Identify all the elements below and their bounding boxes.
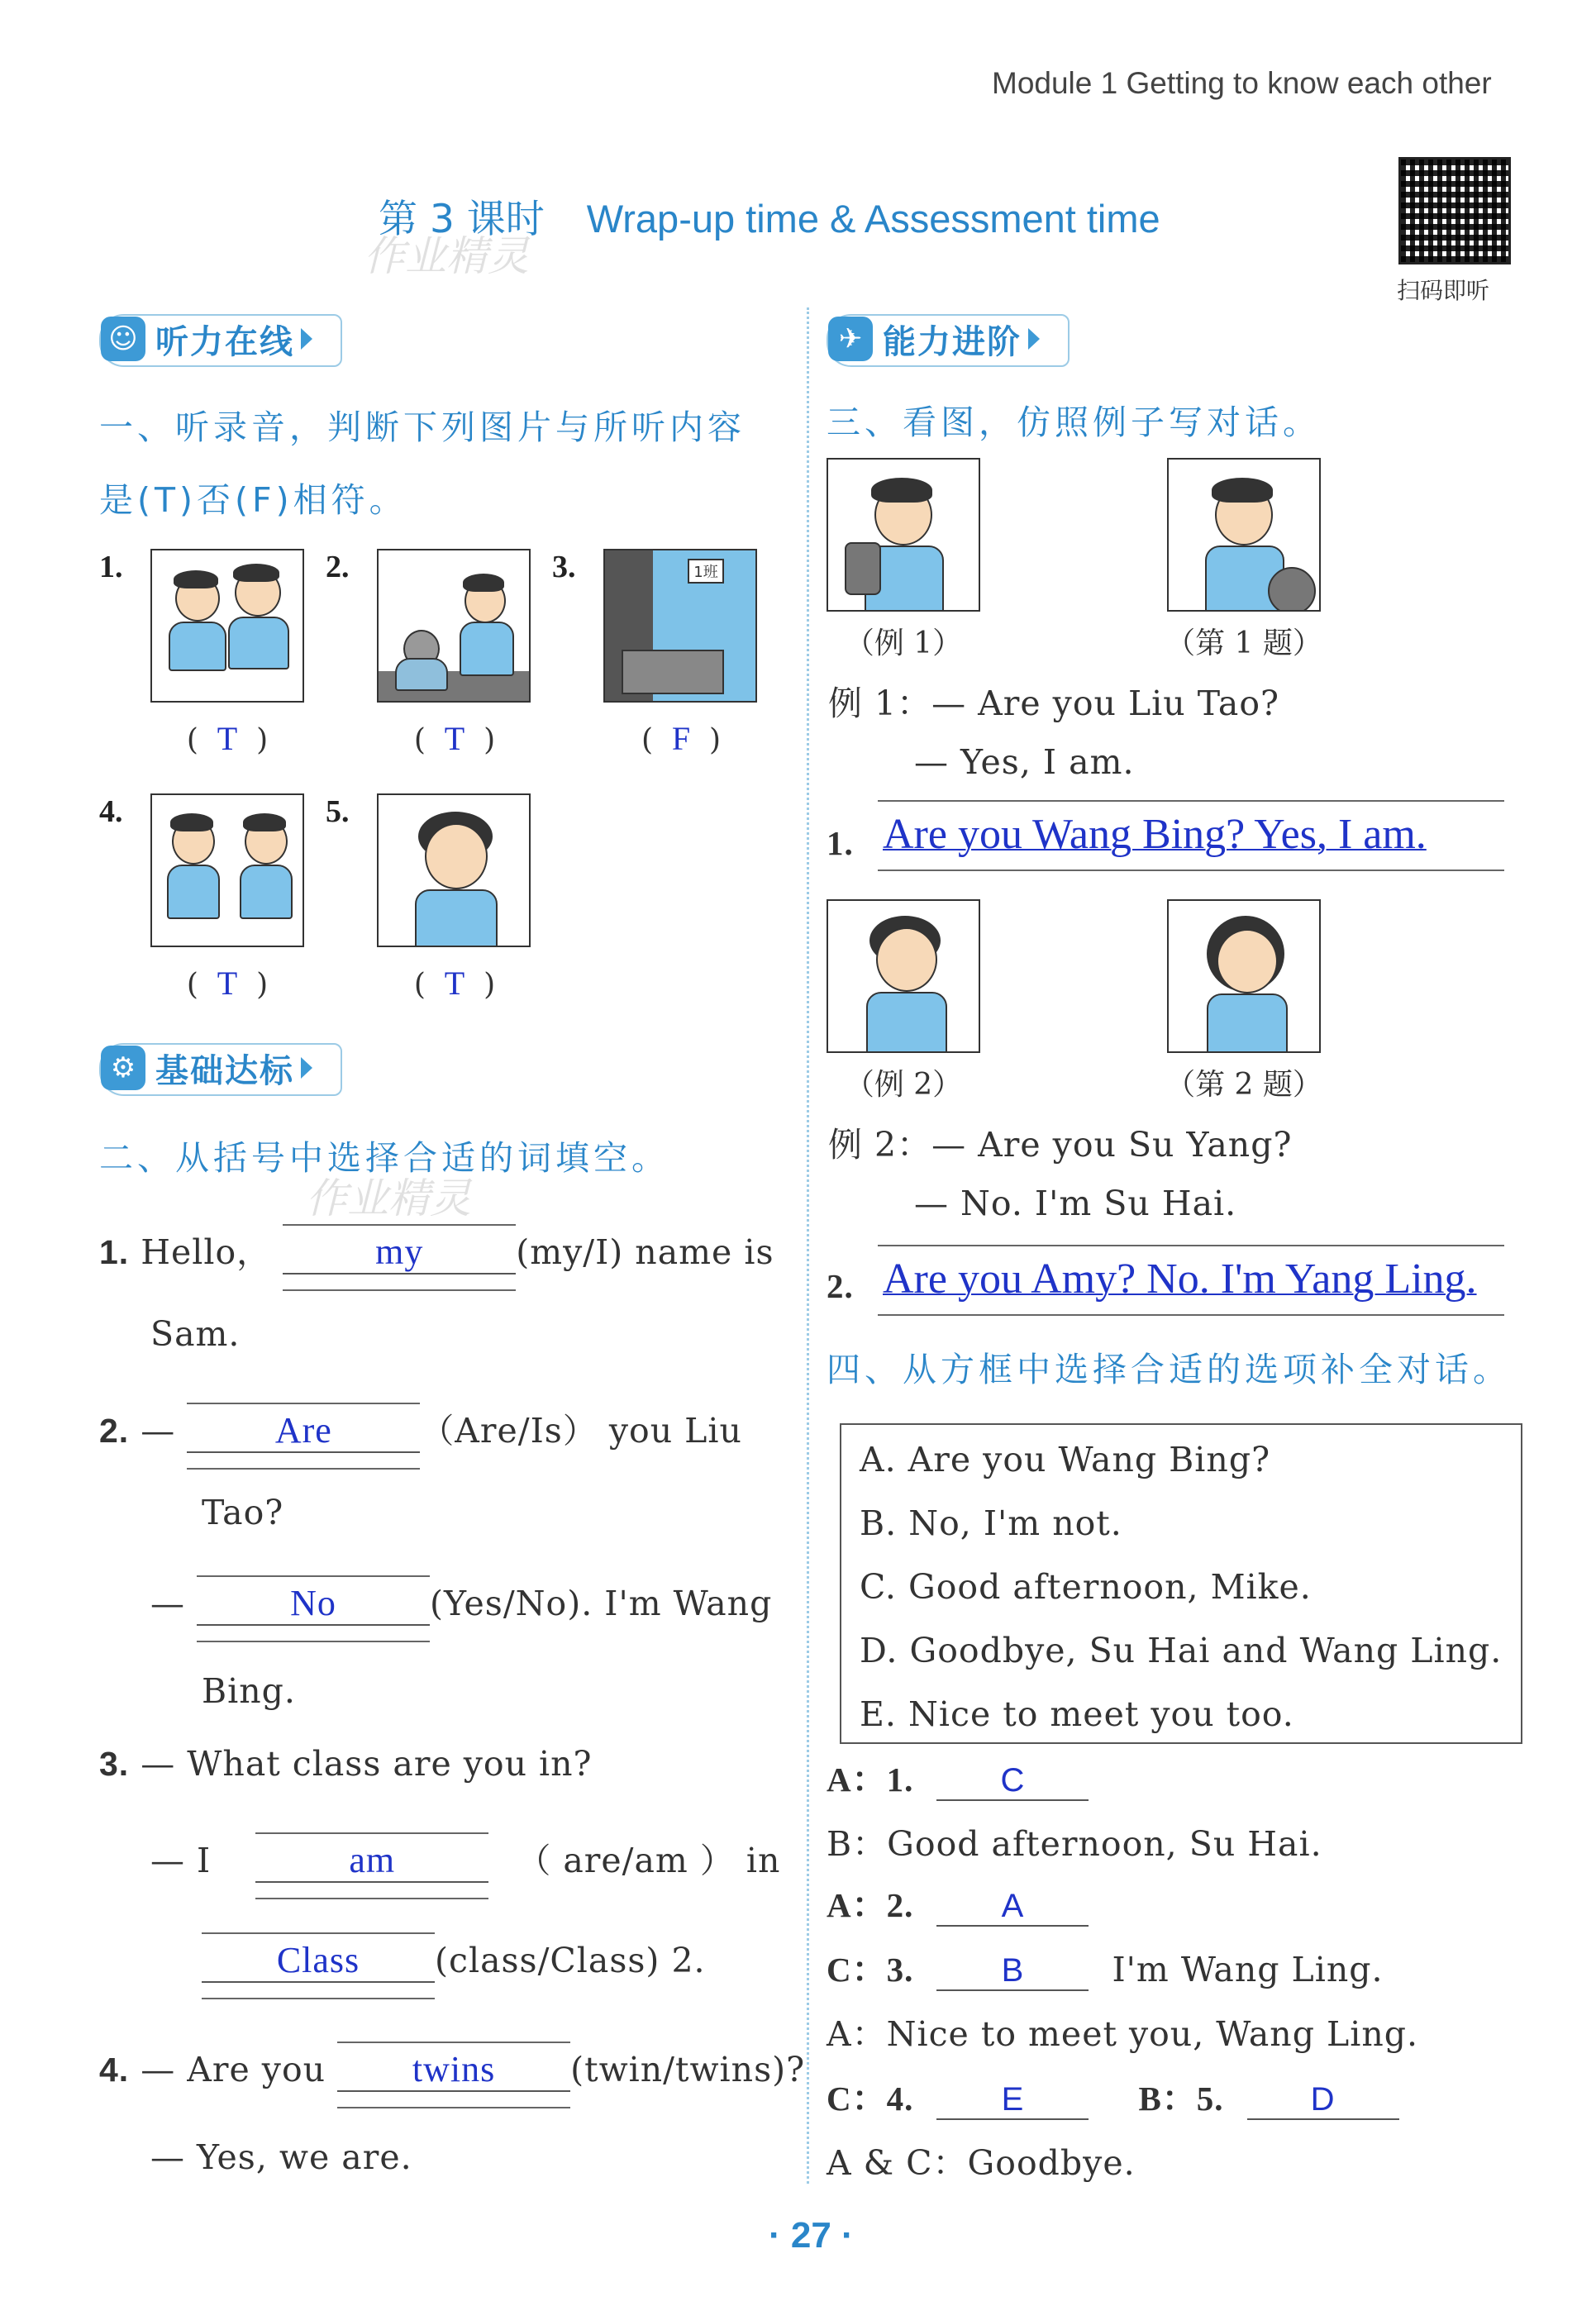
- qr-label: 扫码即听: [1397, 277, 1490, 304]
- column-divider: [807, 307, 809, 2184]
- lesson-topic: Wrap-up time & Assessment time: [586, 197, 1160, 241]
- arrow-icon: [301, 1057, 312, 1079]
- q2-item-3: [99, 1744, 593, 1784]
- arrow-icon: [1028, 328, 1040, 350]
- speaker: A：1.: [827, 1760, 914, 1799]
- page-number: · 27 ·: [769, 2215, 854, 2256]
- q2-blank: [337, 2048, 570, 2092]
- q4-heading: 四、从方框中选择合适的选项补全对话。: [827, 1350, 1511, 1389]
- listening-tag: [101, 315, 312, 363]
- q2-num: 4.: [99, 2051, 130, 2089]
- caption-example-1: （例 1）: [844, 627, 963, 660]
- q2-pre: — What class are you in?: [141, 1744, 593, 1784]
- q1-answer-1: T: [217, 720, 238, 757]
- q2-item-3b: [150, 1833, 780, 1883]
- option-d: D. Goodbye, Su Hai and Wang Ling.: [860, 1631, 1503, 1670]
- q1-answer-3: F: [671, 720, 691, 757]
- q3-picture-question1-boy-ball: [1167, 458, 1321, 612]
- q1-item-number: 2.: [326, 550, 350, 584]
- q1-answer-paren: ( T ): [413, 720, 496, 757]
- basics-tag-label: 基础达标: [155, 1051, 294, 1090]
- q2-post: (Yes/No). I'm Wang: [430, 1584, 773, 1623]
- q2-blank: [187, 1409, 420, 1453]
- q1-picture-classroom: [603, 549, 757, 703]
- q2-pre: — I: [150, 1841, 212, 1880]
- q3-heading: 三、看图，仿照例子写对话。: [827, 403, 1321, 442]
- q2-post: （Are/Is） you Liu: [420, 1411, 742, 1451]
- q2-post: (my/I) name is: [516, 1232, 774, 1272]
- q2-blank: [202, 1939, 435, 1983]
- q2-post: (class/Class) 2.: [435, 1941, 706, 1980]
- q3-answer-1: Are you Wang Bing? Yes, I am.: [883, 811, 1427, 858]
- q2-answer: my: [375, 1232, 424, 1272]
- q1-picture-boy-and-teacher: [377, 549, 531, 703]
- q2-post: （ are/am ） in: [517, 1841, 781, 1880]
- listening-tag-label: 听力在线: [155, 322, 294, 361]
- dialog-blank-2: [936, 1885, 1089, 1927]
- q1-picture-handshake: [150, 793, 304, 947]
- writing-line: [878, 870, 1504, 871]
- lesson-number: 第 3 课时: [379, 197, 545, 242]
- dialog-answer-4: E: [1001, 2081, 1025, 2118]
- q2-item-2-cont: Tao?: [202, 1493, 284, 1532]
- dialog-line-5: A：Nice to meet you, Wang Ling.: [827, 2014, 1419, 2054]
- q2-pre: Hello，: [141, 1232, 272, 1272]
- dialog-line-4: [827, 1942, 1384, 1991]
- q1-picture-girl-with-book: [377, 793, 531, 947]
- speaker: B：5.: [1138, 2080, 1224, 2118]
- caption-question-1: （第 1 题）: [1165, 627, 1322, 660]
- q2-pre: —: [150, 1584, 185, 1623]
- q1-item-number: 1.: [99, 550, 123, 584]
- q2-blank: [283, 1231, 516, 1274]
- arrow-icon: [301, 328, 312, 350]
- option-e: E. Nice to meet you too.: [860, 1694, 1294, 1734]
- writing-line: [878, 1245, 1504, 1246]
- running-person-icon: ✈: [828, 317, 873, 361]
- q2-pre: —: [141, 1411, 176, 1451]
- dialog-blank-3: [936, 1950, 1089, 1991]
- example2-question: 例 2：— Are you Su Yang?: [828, 1125, 1293, 1165]
- q2-answer: am: [349, 1840, 396, 1880]
- q1-answer-paren: ( T ): [413, 965, 496, 1002]
- qr-code-icon[interactable]: [1398, 157, 1511, 264]
- example1-question: 例 1：— Are you Liu Tao?: [828, 684, 1279, 723]
- dialog-blank-4: [936, 2079, 1089, 2120]
- q1-picture-two-boys: [150, 549, 304, 703]
- q3-ans-1-num: 1.: [827, 824, 854, 862]
- dialog-answer-5: D: [1310, 2081, 1336, 2118]
- caption-example-2: （例 2）: [844, 1068, 963, 1102]
- q3-answer-2: Are you Amy? No. I'm Yang Ling.: [883, 1255, 1477, 1303]
- speaker: A：2.: [827, 1886, 914, 1924]
- dialog-line-3: [827, 1878, 1089, 1927]
- headphone-person-icon: ☺: [101, 317, 145, 361]
- q2-answer: No: [290, 1583, 336, 1623]
- watermark: 作业精灵: [364, 232, 529, 280]
- q2-item-1: [99, 1225, 774, 1274]
- dialog-line-4-text: I'm Wang Ling.: [1112, 1950, 1384, 1989]
- q2-item-4: [99, 2048, 805, 2092]
- speaker: C：4.: [827, 2080, 914, 2118]
- q3-picture-question2-girl-waving: [1167, 899, 1321, 1053]
- q3-ans-2-num: 2.: [827, 1267, 854, 1305]
- q1-answer-2: T: [444, 720, 465, 757]
- q2-blank: [197, 1582, 430, 1626]
- dialog-line-6: [827, 2071, 1399, 2120]
- q1-heading-line1: 一、听录音，判断下列图片与所听内容: [99, 407, 746, 447]
- q1-answer-paren: ( F ): [641, 720, 722, 757]
- q2-blank: [255, 1839, 488, 1883]
- advance-tag-label: 能力进阶: [883, 322, 1022, 361]
- q2-num: 1.: [99, 1233, 130, 1271]
- writing-line: [878, 800, 1504, 802]
- q1-item-number: 5.: [326, 794, 350, 829]
- q3-picture-example1-boy-backpack: [827, 458, 980, 612]
- q2-heading: 二、从括号中选择合适的词填空。: [99, 1138, 669, 1178]
- q1-answer-paren: ( T ): [186, 965, 269, 1002]
- watermark: 作业精灵: [306, 1174, 471, 1222]
- q1-heading-line2: 是(T)否(F)相符。: [99, 480, 407, 520]
- q2-item-2b-cont: Bing.: [202, 1671, 296, 1711]
- q1-answer-4: T: [217, 965, 238, 1002]
- q1-answer-paren: ( T ): [186, 720, 269, 757]
- speaker: C：3.: [827, 1951, 914, 1989]
- q2-num: 3.: [99, 1745, 130, 1783]
- dialog-line-2: B：Good afternoon, Su Hai.: [827, 1824, 1322, 1864]
- option-c: C. Good afternoon, Mike.: [860, 1567, 1312, 1607]
- option-a: A. Are you Wang Bing?: [860, 1440, 1271, 1479]
- basics-tag: [101, 1044, 312, 1092]
- option-b: B. No, I'm not.: [860, 1503, 1122, 1543]
- dialog-line-1: [827, 1752, 1089, 1801]
- options-box: [840, 1423, 1522, 1744]
- q2-item-4-cont: — Yes, we are.: [150, 2137, 412, 2177]
- q2-item-1-cont: Sam.: [150, 1314, 241, 1354]
- q2-num: 2.: [99, 1412, 130, 1450]
- dialog-answer-3: B: [1001, 1952, 1025, 1989]
- q2-item-2b: [150, 1582, 772, 1626]
- q2-answer: Are: [274, 1410, 332, 1451]
- q1-item-number: 4.: [99, 794, 123, 829]
- q2-item-3c: [202, 1939, 706, 1983]
- advance-tag: [828, 315, 1040, 363]
- dialog-answer-1: C: [1000, 1762, 1026, 1799]
- class-sign: 1班: [688, 559, 724, 584]
- example1-answer: — Yes, I am.: [914, 742, 1135, 782]
- module-header: Module 1 Getting to know each other: [992, 66, 1492, 100]
- caption-question-2: （第 2 题）: [1165, 1068, 1322, 1102]
- dialog-line-7: A & C：Goodbye.: [827, 2143, 1136, 2183]
- q2-post: (twin/twins)?: [570, 2050, 806, 2089]
- dialog-blank-5: [1247, 2079, 1399, 2120]
- gear-icon: ⚙: [101, 1046, 145, 1090]
- q2-answer: twins: [412, 2049, 496, 2089]
- q1-answer-5: T: [444, 965, 465, 1002]
- dialog-answer-2: A: [1001, 1888, 1025, 1924]
- q1-item-number: 3.: [552, 550, 576, 584]
- q2-pre: — Are you: [141, 2050, 326, 2089]
- q2-item-2: [99, 1403, 742, 1453]
- writing-line: [878, 1314, 1504, 1316]
- dialog-blank-1: [936, 1760, 1089, 1801]
- example2-answer: — No. I'm Su Hai.: [914, 1184, 1237, 1223]
- q2-answer: Class: [276, 1940, 360, 1980]
- q3-picture-example2-girl-book: [827, 899, 980, 1053]
